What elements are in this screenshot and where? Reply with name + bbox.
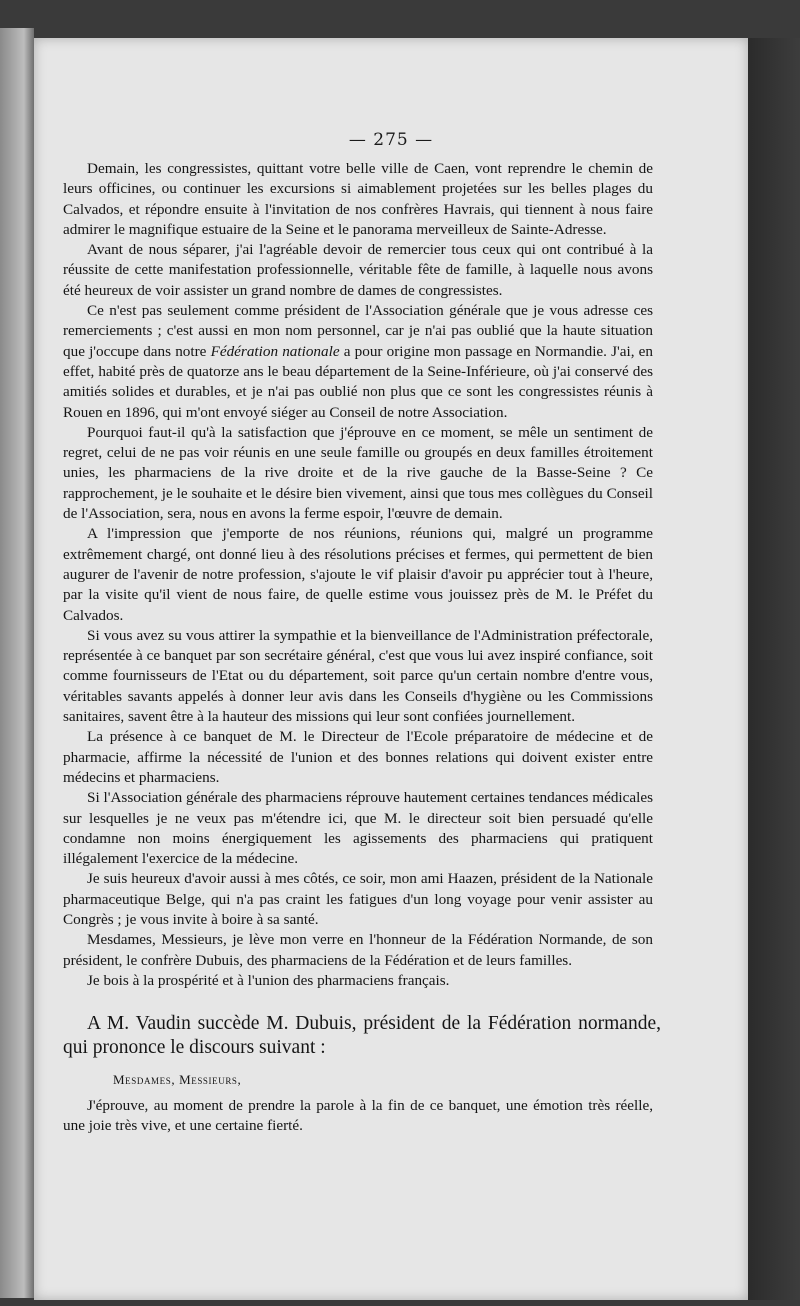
- paragraph-5: A l'impression que j'emporte de nos réunions, réunions qui, malgré un programme extrêmement chargé, ont donné lieu à des résolutions précises et fermes, qui permettent de bien augurer de l'avenir de notre profession, s'ajoute le vif plaisir d'avoir pu apprécier tout à l'heure, par la visite qu'il vient de nous faire, de quelle estime vous jouissez près de M. le Préfet du Calvados.: [63, 525, 653, 624]
- body-text: [63, 159, 653, 991]
- federation-nationale-italic: Fédération nationale: [210, 342, 340, 360]
- adjacent-page-edge: [0, 28, 34, 1298]
- paragraph-11: Je bois à la prospérité et à l'union des pharmaciens français.: [87, 971, 450, 989]
- scan-background: [748, 38, 800, 1300]
- paragraph-3-part-b: a pour origine mon passage en Normandie. J'ai, en effet, habité près de quatorze ans le beau département de la Seine-Inférieure, où j'ai conservé des amitiés solides et durables, et je n'ai pas oublié non plus que ce sont les congressistes réunis à Rouen en 1896, qui m'ont envoyé siéger au Conseil de notre Association.: [63, 342, 653, 421]
- speech-opening: [63, 1096, 653, 1137]
- speech-salutation: Mesdames, Messieurs,: [113, 1072, 242, 1087]
- paragraph-6: Si vous avez su vous attirer la sympathie et la bienveillance de l'Administration préfectorale, représentée à ce banquet par son secrétaire général, c'est que vous lui avez inspiré confiance, soit comme fournisseurs de l'Etat ou du département, soit parce qu'un certain nombre d'entre vous, véritables savants appelés à donner leur avis dans les Conseils d'hygiène ou les Commissions sanitaires, savent être à la hauteur des missions qui leur sont confiées journellement.: [63, 626, 653, 726]
- paragraph-2: Avant de nous séparer, j'ai l'agréable devoir de remercier tous ceux qui ont contribué à la réussite de cette manifestation professionnelle, véritable fête de famille, à laquelle nous avons été heureux de voir assister un grand nombre de dames de congressistes.: [63, 241, 653, 299]
- paragraph-10: Mesdames, Messieurs, je lève mon verre en l'honneur de la Fédération Normande, de son président, le confrère Dubuis, des pharmaciens de la Fédération et de leurs familles.: [63, 931, 653, 969]
- speaker-intro-text: A M. Vaudin succède M. Dubuis, président de la Fédération normande, qui prononce le discours suivant :: [63, 1013, 661, 1058]
- speech-paragraph-1: J'éprouve, au moment de prendre la parole à la fin de ce banquet, une émotion très réelle, une joie très vive, et une certaine fierté.: [63, 1097, 653, 1135]
- paragraph-9: Je suis heureux d'avoir aussi à mes côtés, ce soir, mon ami Haazen, président de la Nationale pharmaceutique Belge, qui n'a pas craint les fatigues d'un long voyage pour venir assister au Congrès ; je vous invite à boire à sa santé.: [63, 870, 653, 928]
- paragraph-1: Demain, les congressistes, quittant votre belle ville de Caen, vont reprendre le chemin de leurs officines, ou continuer les excursions si aimablement projetées sur les belles plages du Calvados, et répondre ensuite à l'invitation de nos confrères Havrais, qui tiennent à nous faire admirer le magnifique estuaire de la Seine et le panorama merveilleux de Sainte-Adresse.: [63, 160, 653, 238]
- page-number: — 275 —: [348, 130, 434, 150]
- speaker-intro: [63, 1012, 661, 1060]
- paragraph-4: Pourquoi faut-il qu'à la satisfaction que j'éprouve en ce moment, se mêle un sentiment de regret, celui de ne pas voir réunis en une seule famille ou groupés en deux familles étroitement unies, les pharmaciens de la rive droite et de la rive gauche de la Basse-Seine ? Ce rapprochement, je le souhaite et le désire bien vivement, ainsi que tous mes collègues du Conseil de l'Association, sera, nous en avons la ferme espoir, l'œuvre de demain.: [63, 423, 653, 523]
- book-page: [34, 38, 748, 1300]
- paragraph-8: Si l'Association générale des pharmaciens réprouve hautement certaines tendances médicales sur lesquelles je ne veux pas m'étendre ici, que M. le directeur soit bien persuadé qu'elle condamne non moins énergiquement les agissements des pharmaciens qui pratiquent illégalement l'exercice de la médecine.: [63, 789, 653, 868]
- paragraph-3-part-a: Ce n'est pas seulement comme président de l'Association générale que je vous adresse ces remerciements ; c'est aussi en mon nom personnel, car je n'ai pas oublié que la haute situation que j'occupe dans notre: [63, 302, 653, 360]
- paragraph-3: [63, 301, 653, 423]
- paragraph-7: La présence à ce banquet de M. le Directeur de l'Ecole préparatoire de médecine et de pharmacie, affirme la nécessité de l'union et des bonnes relations qui doivent exister entre médecins et pharmaciens.: [63, 728, 653, 786]
